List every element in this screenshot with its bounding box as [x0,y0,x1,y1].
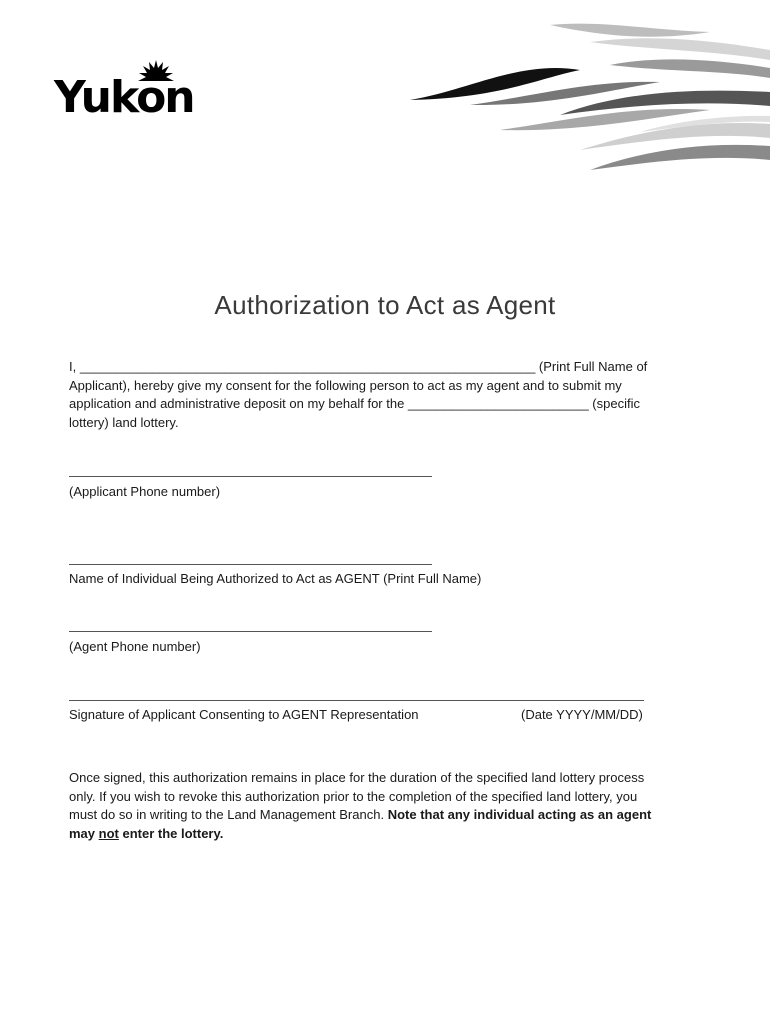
yukon-logo [54,60,204,126]
wave-graphic [410,20,770,180]
closing-note-end: enter the lottery. [118,825,224,841]
consent-paragraph: I, _______________________________________________________________ (Print Full Name of Applicant), hereby give my consent for the following person to act as my agent and to submit my application and administrative deposit on my behalf for the _________________________ (specific lottery) land lottery. [69,359,648,430]
signature-line [69,700,644,701]
closing-paragraph [69,769,659,843]
agent-phone-line [69,631,432,632]
closing-note-underlined: not [98,825,119,841]
applicant-phone-line [69,476,432,477]
closing-text: Once signed, this authorization remains in place for the duration of the specified land lottery process only. If you wish to revoke this authorization prior to the completion of the specified land lottery, you must do so in writing to the Land Management Branch. [69,770,645,822]
page-title: Authorization to Act as Agent [214,290,556,320]
agent-name-line [69,564,432,565]
signature-label: Signature of Applicant Consenting to AGENT Representation [69,707,419,722]
date-label: (Date YYYY/MM/DD) [521,707,643,722]
agent-phone-label: (Agent Phone number) [69,639,201,654]
applicant-phone-label: (Applicant Phone number) [69,484,221,499]
logo-wordmark: Yukon [54,72,194,123]
closing-note-bold: Note that any individual acting as an agent may [69,807,652,841]
agent-name-label: Name of Individual Being Authorized to Act as AGENT (Print Full Name) [69,571,482,586]
